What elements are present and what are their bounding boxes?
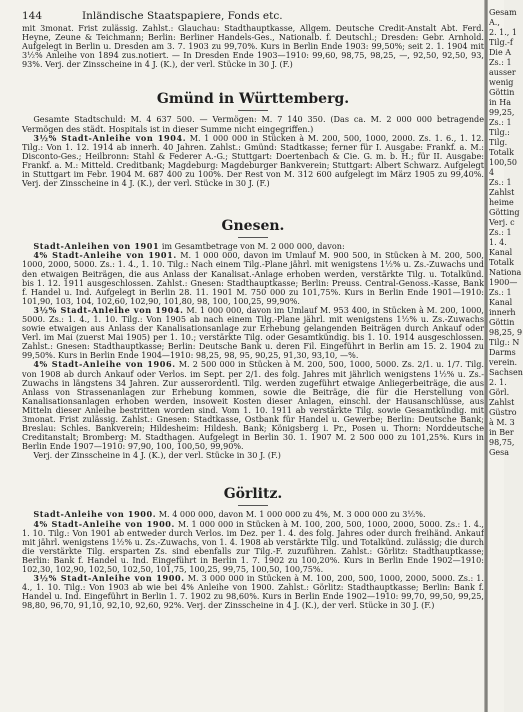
adjacent-page-fragment: Zahlst bbox=[489, 398, 515, 407]
adjacent-page-fragment: 99,25, bbox=[489, 108, 515, 117]
gmuend-loan-text: M. 1 000 000 in Stücken à M. 200, 500, 1000, 2000. Zs. 1. 6., 1. 12. Tilg.: Von 1. 12. 1914 ab innerh. 40 Jahren. Zahlst.: Gmünd: Stadtkasse; ferner für I. Ausgabe: Frankf. a. M.: Disconto-Ges.; Heilbronn: Stahl & Federer A.-G.; Stuttgart: Doertenbach & Cie. G. m. b. H.; für II. Ausgabe: Frankf. a. M.: Mitteld. Creditbank; Magdeburg: Magdeburger Bankverein; Stuttgart: Albert Schwarz. Aufgelegt in Stuttgart im Febr. 1904 M. 687 400 zu 100%. Der Rest von M. 312 600 aufgelegt im März 1905 zu 99,40%. Verj. der Zinsscheine in 4 J. (K.), der verl. Stücke in 30 J. (F.) bbox=[22, 132, 484, 189]
adjacent-page-fragment: Tilg.: bbox=[489, 128, 510, 137]
adjacent-page-fragment: Tilg. bbox=[489, 138, 508, 147]
adjacent-page-fragment: Zs.: 1 bbox=[489, 288, 512, 297]
gnesen-loan-1906-paragraph bbox=[22, 360, 484, 451]
goerlitz-loan-4pct-heading: 4% Stadt-Anleihe von 1900. bbox=[33, 518, 175, 529]
adjacent-page-fragment: Görl. bbox=[489, 388, 510, 397]
adjacent-page-fragment: Sachsen bbox=[489, 368, 523, 377]
adjacent-page-fragment: Nationa bbox=[489, 268, 522, 277]
book-gutter bbox=[484, 0, 488, 712]
adjacent-page-fragment: Göttin bbox=[489, 88, 515, 97]
goerlitz-loan-4pct-paragraph bbox=[22, 520, 484, 575]
goerlitz-loan-heading: Stadt-Anleihe von 1900. bbox=[33, 509, 157, 520]
gnesen-loan-1906-text: M. 2 500 000 in Stücken à M. 200, 500, 1000, 5000. Zs. 2/1. u. 1/7. Tilg. von 1908 ab durch Ankauf oder Verlos. im Sept. per 2/1. des folg. Jahres mit jährlich wenigstens 1½% u. Zs.-Zuwachs in längstens 34 Jahren. Zur ausserordentl. Tilg. werden zugeführt etwaige Anliegerbeiträge, die aus Anlass von Strassenanlagen zur Erhebung kommen, sowie die Beiträge, die für die Herstellung von Kanalisationsanlagen erhoben werden, insoweit Kosten dieser Anlagen, einschl. der Hausanschlüsse, aus Mitteln dieser Anleihe bestritten worden sind. Vom 1. 10. 1911 ab verstärkte Tilg. sowie Gesamtkündig. mit 3monat. Frist zulässig. Zahlst.: Gnesen: Stadtkasse, Ostbank für Handel u. Gewerbe; Berlin: Deutsche Bank; Breslau: Schles. Bankverein; Hildesheim: Hildesh. Bank; Königsberg i. Pr., Posen u. Thorn: Norddeutsche Creditanstalt; Bromberg: M. Stadthagen. Aufgelegt in Berlin 30. 1. 1907 M. 2 500 000 zu 101,25%. Kurs in Berlin Ende 1907—1910: 97,90, 100, 100,50, 99,90%. bbox=[22, 359, 484, 452]
adjacent-page-fragment: Tilg.-f bbox=[489, 38, 513, 47]
adjacent-page-fragment: Totalk bbox=[489, 258, 514, 267]
adjacent-page-fragment: 100,50 bbox=[489, 158, 517, 167]
gnesen-loan-1901-paragraph bbox=[22, 251, 484, 306]
adjacent-page-fragment: Götting bbox=[489, 208, 520, 217]
goerlitz-loan-35pct-heading: 3½% Stadt-Anleihe von 1900. bbox=[33, 573, 185, 584]
gnesen-loan-1906-heading: 4% Stadt-Anleihe von 1906. bbox=[33, 359, 176, 370]
adjacent-page-fragment: 2. 1., 1 bbox=[489, 28, 517, 37]
gnesen-loan-1904-heading: 3½% Stadt-Anleihe von 1904. bbox=[33, 304, 184, 315]
adjacent-page-fragment: Verj. c bbox=[489, 218, 515, 227]
adjacent-page-fragment: Tilg.: N bbox=[489, 338, 520, 347]
gnesen-loans-heading: Stadt-Anleihen von 1901 bbox=[33, 241, 160, 252]
adjacent-page-fragment: Kanal bbox=[489, 248, 513, 257]
gnesen-verj-note: Verj. der Zinsscheine in 4 J. (K.), der verl. Stücke in 30 J. (F.) bbox=[33, 450, 281, 461]
adjacent-page-fragment: Zs.: 1 bbox=[489, 118, 512, 127]
section-title-goerlitz: Görlitz. bbox=[223, 486, 283, 503]
gnesen-loan-1901-text: M. 1 000 000, davon im Umlauf M. 900 500, in Stücken à M. 200, 500, 1000, 2000, 5000. Zs.: 1. 4., 1. 10. Tilg.: Nach einem Tilg.-Plane jährl. mit wenigstens 1½% u. Zs.-Zuwachs und den etwaigen Beiträgen, die aus Anlass der Kanalisat.-Anlage erhoben werden, verstärkte Tilg. u. Totalkünd. bis 1. 12. 1911 ausgeschlossen. Zahlst.: Gnesen: Stadthauptkasse; Berlin: Preuss. Central-Genoss.-Kasse, Bank f. Handel u. Ind. Aufgelegt in Berlin 28. 11. 1901 M. 750 000 zu 101,75%. Kurs in Berlin Ende 1901—1910: 101,90, 103, 104, 102,60, 102,90, 101,80, 98, 100, 100,25, 99,90%. bbox=[22, 250, 484, 306]
page-header bbox=[22, 8, 484, 24]
gmuend-debt-paragraph: Gesamte Stadtschuld: M. 4 637 500. — Vermögen: M. 7 140 350. (Das ca. M. 2 000 000 betragende Vermögen des städt. Hospitals ist in dieser Summe nicht eingegriffen.) bbox=[22, 114, 484, 134]
adjacent-page-fragment: 2. 1. bbox=[489, 378, 507, 387]
title-rule bbox=[238, 110, 268, 111]
adjacent-page-fragment: verein. bbox=[489, 358, 518, 367]
intro-paragraph: mit 3monat. Frist zulässig. Zahlst.: Glauchau: Stadthauptkasse, Allgem. Deutsche Credit-Anstalt Abt. Ferd. Heyne, Zeune & Teichmann; Berlin: Berliner Handels-Ges., Nationalb. f. Deutschl.; Dresden: Gebr. Arnhold. Aufgelegt in Berlin u. Dresden am 3. 7. 1903 zu 99,70%. Kurs in Berlin Ende 1903: 99,50%; seit 2. 1. 1904 mit 3½% Anleihe von 1894 zus.notiert. — In Dresden Ende 1903—1910: 99,60, 98,75, 98,25, —, 92,50, 92,50, 93, 93%. Verj. der Zinsscheine in 4 J. (K.), der verl. Stücke in 30 J. (F.) bbox=[22, 23, 484, 70]
adjacent-page-fragment: innerh bbox=[489, 308, 516, 317]
adjacent-page-fragment: 4 bbox=[489, 168, 495, 177]
adjacent-page-fragment: 98,75, bbox=[489, 438, 515, 447]
adjacent-page-fragment: Totalk bbox=[489, 148, 514, 157]
adjacent-page-fragment: 1. 4. bbox=[489, 238, 507, 247]
goerlitz-loan-35pct-text: M. 3 000 000 in Stücken à M. 100, 200, 500, 1000, 2000, 5000. Zs.: 1. 4., 1. 10. Tilg.: Von 1903 ab wie bei 4% Anleihe von 1900. Zahlst.: Görlitz: Stadthauptkasse; Berlin: Bank f. Handel u. Ind. Eingeführt in Berlin 1. 7. 1902 zu 98,60%. Kurs in Berlin Ende 1902—1910: 99,70, 99,50, 99,25, 98,80, 96,70, 91,10, 92,10, 92,60, 92%. Verj. der Zinsscheine in 4 J. (K.), der verl. Stücke in 30 J. (F.) bbox=[22, 573, 484, 611]
adjacent-page-fragment: in Ha bbox=[489, 98, 511, 107]
adjacent-page-fragment: Göttin bbox=[489, 318, 515, 327]
gnesen-loans-intro-text: im Gesamtbetrage von M. 2 000 000, davon: bbox=[161, 241, 345, 252]
adjacent-page-fragment: wenig bbox=[489, 78, 514, 87]
adjacent-page-fragment: ausser bbox=[489, 68, 516, 77]
adjacent-page-fragment: Güstro bbox=[489, 408, 517, 417]
adjacent-page-fragment: Darms bbox=[489, 348, 516, 357]
adjacent-page-fragment: Zs.: 1 bbox=[489, 228, 512, 237]
section-title-gmuend: Gmünd in Württemberg. bbox=[156, 91, 350, 108]
goerlitz-loan-intro-text: M. 4 000 000, davon M. 1 000 000 zu 4%, M. 3 000 000 zu 3½%. bbox=[158, 509, 426, 520]
adjacent-page-fragment: Zs.: 1 bbox=[489, 178, 512, 187]
adjacent-page-fragments bbox=[489, 8, 523, 712]
adjacent-page-fragment: Zahlst bbox=[489, 188, 515, 197]
adjacent-page-fragment: in Ber bbox=[489, 428, 514, 437]
title-rule bbox=[238, 237, 268, 238]
adjacent-page-fragment: Gesa bbox=[489, 448, 509, 457]
gnesen-loan-1901-heading: 4% Stadt-Anleihe von 1901. bbox=[33, 250, 177, 261]
goerlitz-loan-4pct-text: M. 1 000 000 in Stücken à M. 100, 200, 500, 1000, 2000, 5000. Zs.: 1. 4., 1. 10. Tilg.: Von 1901 ab entweder durch Verlos. im Dez. per 1. 4. des folg. Jahres oder durch freihänd. Ankauf mit jährl. wenigstens 1½% u. Zs.-Zuwachs, von 1. 4. 1908 ab verstärkte Tilg. und Totalkünd. zulässig; die durch die verstärkte Tilg. ersparten Zs. sind ebenfalls zur Tilg.-F. zuzuführen. Zahlst.: Görlitz: Stadthauptkasse; Berlin: Bank f. Handel u. Ind. Eingeführt in Berlin 1. 7. 1902 zu 100,20%. Kurs in Berlin Ende 1902—1910: 102,30, 102,90, 102,50, 102,50, 101,75, 100,25, 99,75, 100,50, 100,75%. bbox=[22, 518, 484, 575]
adjacent-page-fragment: à M. 3 bbox=[489, 418, 515, 427]
adjacent-page-fragment: A., bbox=[489, 18, 500, 27]
section-title-gnesen: Gnesen. bbox=[221, 218, 285, 235]
running-title: Inländische Staatspapiere, Fonds etc. bbox=[82, 10, 283, 22]
page-number: 144 bbox=[22, 10, 43, 22]
adjacent-page-fragment: 98,25, 9 bbox=[489, 328, 523, 337]
title-rule bbox=[238, 505, 268, 506]
adjacent-page-fragment: Die A bbox=[489, 48, 512, 57]
gmuend-loan-paragraph bbox=[22, 134, 484, 189]
main-column bbox=[22, 8, 484, 712]
gnesen-loan-1904-text: M. 1 000 000, davon im Umlauf M. 953 400, in Stücken à M. 200, 1000, 5000. Zs.: 1. 4., 1. 10. Tilg.: Von 1905 ab nach einem Tilg.-Plane jährl. mit wenigstens 1½% u. Zs.-Zuwachs sowie etwaigen aus Anlass der Kanalisationsanlage zur Erhebung gelangenden Beiträgen durch Ankauf oder Verl. im Mai (zuerst Mai 1905) per 1. 10.; verstärkte Tilg. oder Gesamtkündig. bis 1. 10. 1914 ausgeschlossen. Zahlst.: Gnesen: Stadthauptkasse; Berlin: Deutsche Bank u. deren Fil. Eingeführt in Berlin am 15. 2. 1904 zu 99,50%. Kurs in Berlin Ende 1904—1910: 98,25, 98, 95, 90,25, 91,30, 93,10, —%. bbox=[22, 304, 484, 361]
adjacent-page-fragment: 1900— bbox=[489, 278, 518, 287]
adjacent-page-fragment: Kanal bbox=[489, 298, 513, 307]
gnesen-loan-1904-paragraph bbox=[22, 306, 484, 361]
adjacent-page-fragment: Zs.: 1 bbox=[489, 58, 512, 67]
gmuend-loan-heading: 3½% Stadt-Anleihe von 1904. bbox=[33, 132, 187, 143]
goerlitz-loan-35pct-paragraph bbox=[22, 574, 484, 610]
adjacent-page-fragment: heime bbox=[489, 198, 514, 207]
adjacent-page-fragment: Gesam bbox=[489, 8, 517, 17]
